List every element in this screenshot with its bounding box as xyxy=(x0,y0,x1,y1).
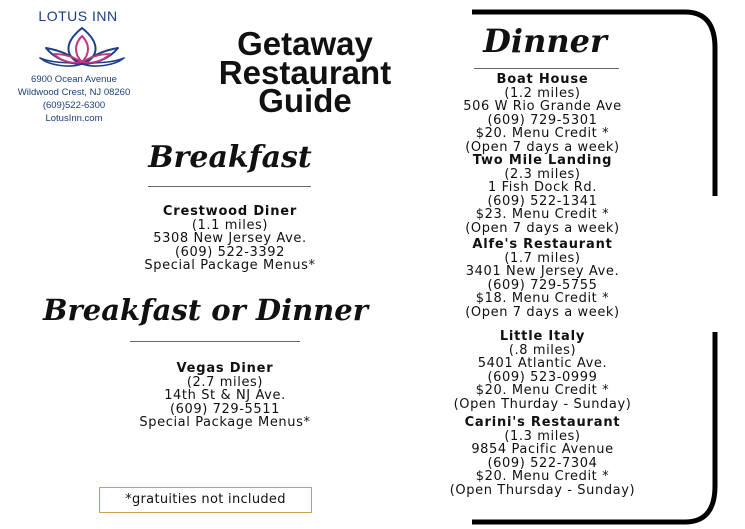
dinner-heading: Dinner xyxy=(483,22,607,60)
restaurant-name: Vegas Diner xyxy=(176,361,274,376)
restaurant-address: 506 W Rio Grande Ave xyxy=(463,99,622,114)
restaurant-offer: Special Package Menus* xyxy=(139,415,311,430)
restaurant-name: Two Mile Landing xyxy=(472,153,613,168)
restaurant-phone: (609) 729-5511 xyxy=(169,401,281,417)
restaurant-distance: (2.3 miles) xyxy=(504,166,581,182)
restaurant-name: Carini's Restaurant xyxy=(464,415,621,430)
website: LotusInn.com xyxy=(45,113,103,124)
restaurant-distance: (1.2 miles) xyxy=(504,85,581,101)
dinner-divider xyxy=(474,68,619,69)
restaurant-hours: (Open 7 days a week) xyxy=(465,220,620,236)
restaurant-offer: $20. Menu Credit * xyxy=(475,126,610,141)
restaurant-address: 1 Fish Dock Rd. xyxy=(488,180,597,195)
restaurant-offer: $20. Menu Credit * xyxy=(475,383,610,398)
gratuities-note: *gratuities not included xyxy=(99,487,312,513)
restaurant-phone: (609) 522-1341 xyxy=(487,193,598,209)
restaurant-distance: (1.3 miles) xyxy=(504,428,581,444)
breakfast-or-dinner-heading: Breakfast or Dinner xyxy=(43,293,368,327)
restaurant-hours: (Open 7 days a week) xyxy=(465,304,620,320)
restaurant-phone: (609) 523-0999 xyxy=(487,369,598,385)
restaurant-address: 3401 New Jersey Ave. xyxy=(465,264,620,279)
restaurant-phone: (609) 729-5755 xyxy=(487,277,598,293)
dinner-entry-boat-house xyxy=(420,73,665,154)
restaurant-name: Alfe's Restaurant xyxy=(472,237,613,252)
breakfast-or-dinner-divider xyxy=(130,341,300,342)
restaurant-phone: (609) 522-3392 xyxy=(174,244,286,260)
restaurant-distance: (2.7 miles) xyxy=(186,374,264,390)
restaurant-address: 5308 New Jersey Ave. xyxy=(153,231,307,246)
restaurant-address: 5401 Atlantic Ave. xyxy=(477,356,608,371)
address-line-2: Wildwood Crest, NJ 08260 xyxy=(17,87,131,98)
dinner-entry-carinis xyxy=(405,416,680,497)
restaurant-offer: Special Package Menus* xyxy=(144,258,316,273)
restaurant-address: 9854 Pacific Avenue xyxy=(471,442,614,457)
restaurant-name: Crestwood Diner xyxy=(162,204,298,219)
restaurant-hours: (Open Thurday - Sunday) xyxy=(453,396,632,412)
address-line-1: 6900 Ocean Avenue xyxy=(31,74,117,85)
dinner-entry-two-mile-landing xyxy=(420,154,665,235)
restaurant-offer: $18. Menu Credit * xyxy=(475,291,610,306)
title-line-2: Restaurant xyxy=(218,54,392,91)
lotus-logo-icon xyxy=(36,24,128,68)
restaurant-phone: (609) 729-5301 xyxy=(487,112,598,128)
restaurant-phone: (609) 522-7304 xyxy=(487,455,598,471)
dinner-entry-alfes xyxy=(420,238,665,319)
breakfast-entry xyxy=(80,205,380,273)
dinner-entry-little-italy xyxy=(410,330,675,411)
breakfast-or-dinner-entry xyxy=(70,362,380,430)
restaurant-hours: (Open Thursday - Sunday) xyxy=(449,482,636,498)
restaurant-hours: (Open 7 days a week) xyxy=(465,139,620,155)
restaurant-name: Boat House xyxy=(496,72,589,87)
breakfast-heading: Breakfast xyxy=(148,140,312,175)
restaurant-distance: (.8 miles) xyxy=(508,342,577,358)
restaurant-distance: (1.1 miles) xyxy=(191,217,269,233)
restaurant-distance: (1.7 miles) xyxy=(504,250,581,266)
restaurant-offer: $20. Menu Credit * xyxy=(475,469,610,484)
title-line-3: Guide xyxy=(258,82,352,119)
phone-number: (609)522-6300 xyxy=(42,100,106,111)
breakfast-divider xyxy=(148,186,311,187)
restaurant-name: Little Italy xyxy=(499,329,586,344)
restaurant-address: 14th St & NJ Ave. xyxy=(164,388,286,403)
restaurant-offer: $23. Menu Credit * xyxy=(475,207,610,222)
title-line-1: Getaway xyxy=(237,25,373,62)
brand-name: LOTUS INN xyxy=(38,8,118,24)
